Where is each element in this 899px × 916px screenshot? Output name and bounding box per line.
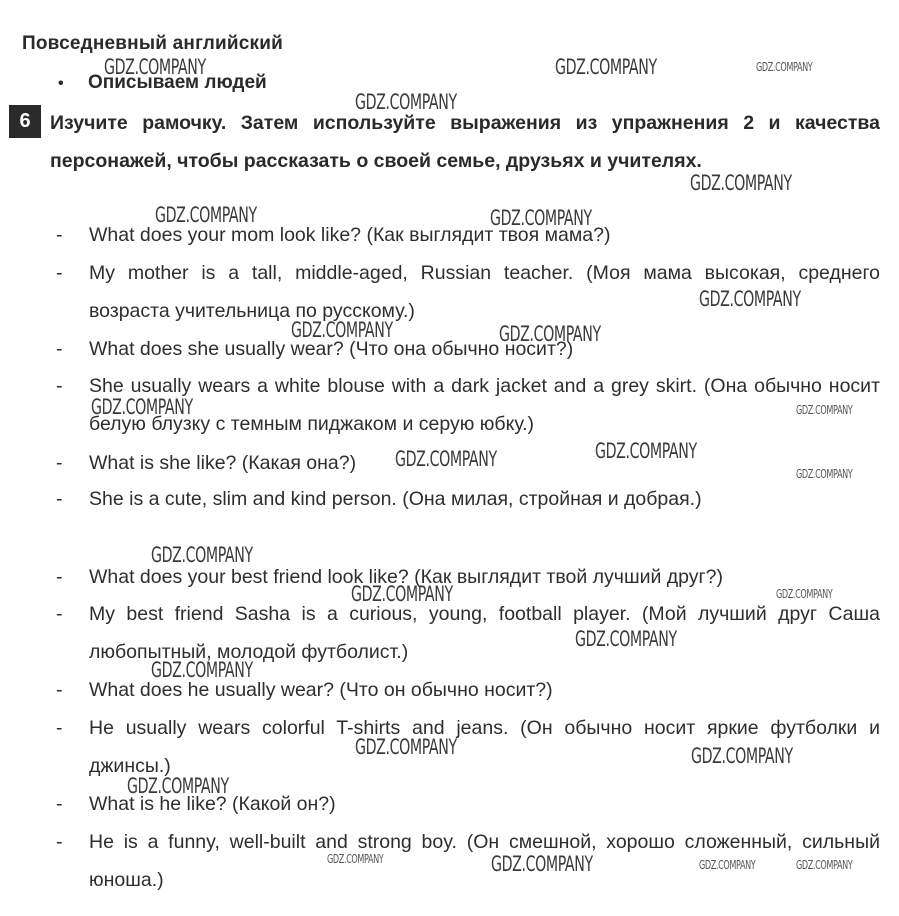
watermark: GDZ.COMPANY (351, 582, 453, 606)
exercise-instruction: Изучите рамочку. Затем используйте выражения из упражнения 2 и качества персонажей, чтобы рассказать о своей семье, друзьях и учителях. (50, 112, 880, 172)
watermark: GDZ.COMPANY (699, 287, 801, 311)
watermark: GDZ.COMPANY (690, 171, 792, 195)
dash-marker: - (56, 224, 63, 246)
dialogue-text: She is a cute, slim and kind person. (Она милая, стройная и добрая.) (89, 488, 702, 510)
watermark: GDZ.COMPANY (595, 439, 697, 463)
watermark: GDZ.COMPANY (155, 203, 257, 227)
dash-marker: - (56, 679, 63, 701)
dialogue-line (56, 367, 880, 443)
dialogue-line (56, 330, 880, 368)
exercise-number: 6 (9, 105, 41, 138)
watermark: GDZ.COMPANY (151, 543, 253, 567)
dialogue-text: She usually wears a white blouse with a dark jacket and a grey skirt. (Она обычно носит белую блузку с темным пиджаком и серую юбку.) (89, 375, 880, 435)
dash-marker: - (56, 338, 63, 360)
dialogue-line (56, 785, 880, 823)
dialogue-line (56, 444, 880, 482)
dialogue-text: What does your mom look like? (Как выглядит твоя мама?) (89, 224, 611, 246)
bullet-icon: • (58, 75, 64, 92)
dialogue-line (56, 254, 880, 330)
dash-marker: - (56, 566, 63, 588)
watermark: GDZ.COMPANY (104, 55, 206, 79)
watermark: GDZ.COMPANY (355, 90, 457, 114)
dialogue-text: What does he usually wear? (Что он обычно носит?) (89, 679, 553, 701)
watermark: GDZ.COMPANY (699, 858, 756, 872)
dialogue-text: What does she usually wear? (Что она обычно носит?) (89, 338, 574, 360)
subsection-heading (58, 72, 267, 94)
watermark: GDZ.COMPANY (756, 60, 813, 74)
dialogue-text: He is a funny, well-built and strong boy. (Он смешной, хорошо сложенный, сильный юноша.) (89, 831, 880, 891)
dialogue-line (56, 216, 880, 254)
subsection-label: Описываем людей (88, 72, 267, 93)
watermark: GDZ.COMPANY (355, 735, 457, 759)
watermark: GDZ.COMPANY (796, 467, 853, 481)
watermark: GDZ.COMPANY (291, 318, 393, 342)
watermark: GDZ.COMPANY (490, 206, 592, 230)
watermark: GDZ.COMPANY (395, 447, 497, 471)
dash-marker: - (56, 262, 63, 284)
dash-marker: - (56, 488, 63, 510)
dash-marker: - (56, 375, 63, 397)
dash-marker: - (56, 717, 63, 739)
dialogue-line (56, 709, 880, 785)
dialogue-text: He usually wears colorful T-shirts and jeans. (Он обычно носит яркие футболки и джинсы.) (89, 717, 880, 777)
section-title: Повседневный английский (22, 33, 283, 54)
dialogue-text: What is he like? (Какой он?) (89, 793, 336, 815)
dash-marker: - (56, 831, 63, 853)
dash-marker: - (56, 452, 63, 474)
dialogue-line (56, 823, 880, 899)
dialogue-text: My best friend Sasha is a curious, young, football player. (Мой лучший друг Саша любопытный, молодой футболист.) (89, 603, 880, 663)
watermark: GDZ.COMPANY (127, 774, 229, 798)
dialogue-line (56, 671, 880, 709)
watermark: GDZ.COMPANY (796, 403, 853, 417)
dialogue-line (56, 558, 880, 596)
watermark: GDZ.COMPANY (691, 744, 793, 768)
dialogue-text: My mother is a tall, middle-aged, Russian teacher. (Моя мама высокая, среднего возраста учительница по русскому.) (89, 262, 880, 322)
watermark: GDZ.COMPANY (796, 858, 853, 872)
watermark: GDZ.COMPANY (151, 658, 253, 682)
dash-marker: - (56, 603, 63, 625)
dialogue-line (56, 595, 880, 671)
watermark: GDZ.COMPANY (575, 627, 677, 651)
watermark: GDZ.COMPANY (499, 322, 601, 346)
dialogue-text: What does your best friend look like? (Как выглядит твой лучший друг?) (89, 566, 723, 588)
dash-marker: - (56, 793, 63, 815)
dialogue-text: What is she like? (Какая она?) (89, 452, 357, 474)
dialogue-line (56, 480, 880, 518)
watermark: GDZ.COMPANY (555, 55, 657, 79)
watermark: GDZ.COMPANY (776, 587, 833, 601)
watermark: GDZ.COMPANY (91, 395, 193, 419)
watermark: GDZ.COMPANY (327, 852, 384, 866)
watermark: GDZ.COMPANY (491, 852, 593, 876)
